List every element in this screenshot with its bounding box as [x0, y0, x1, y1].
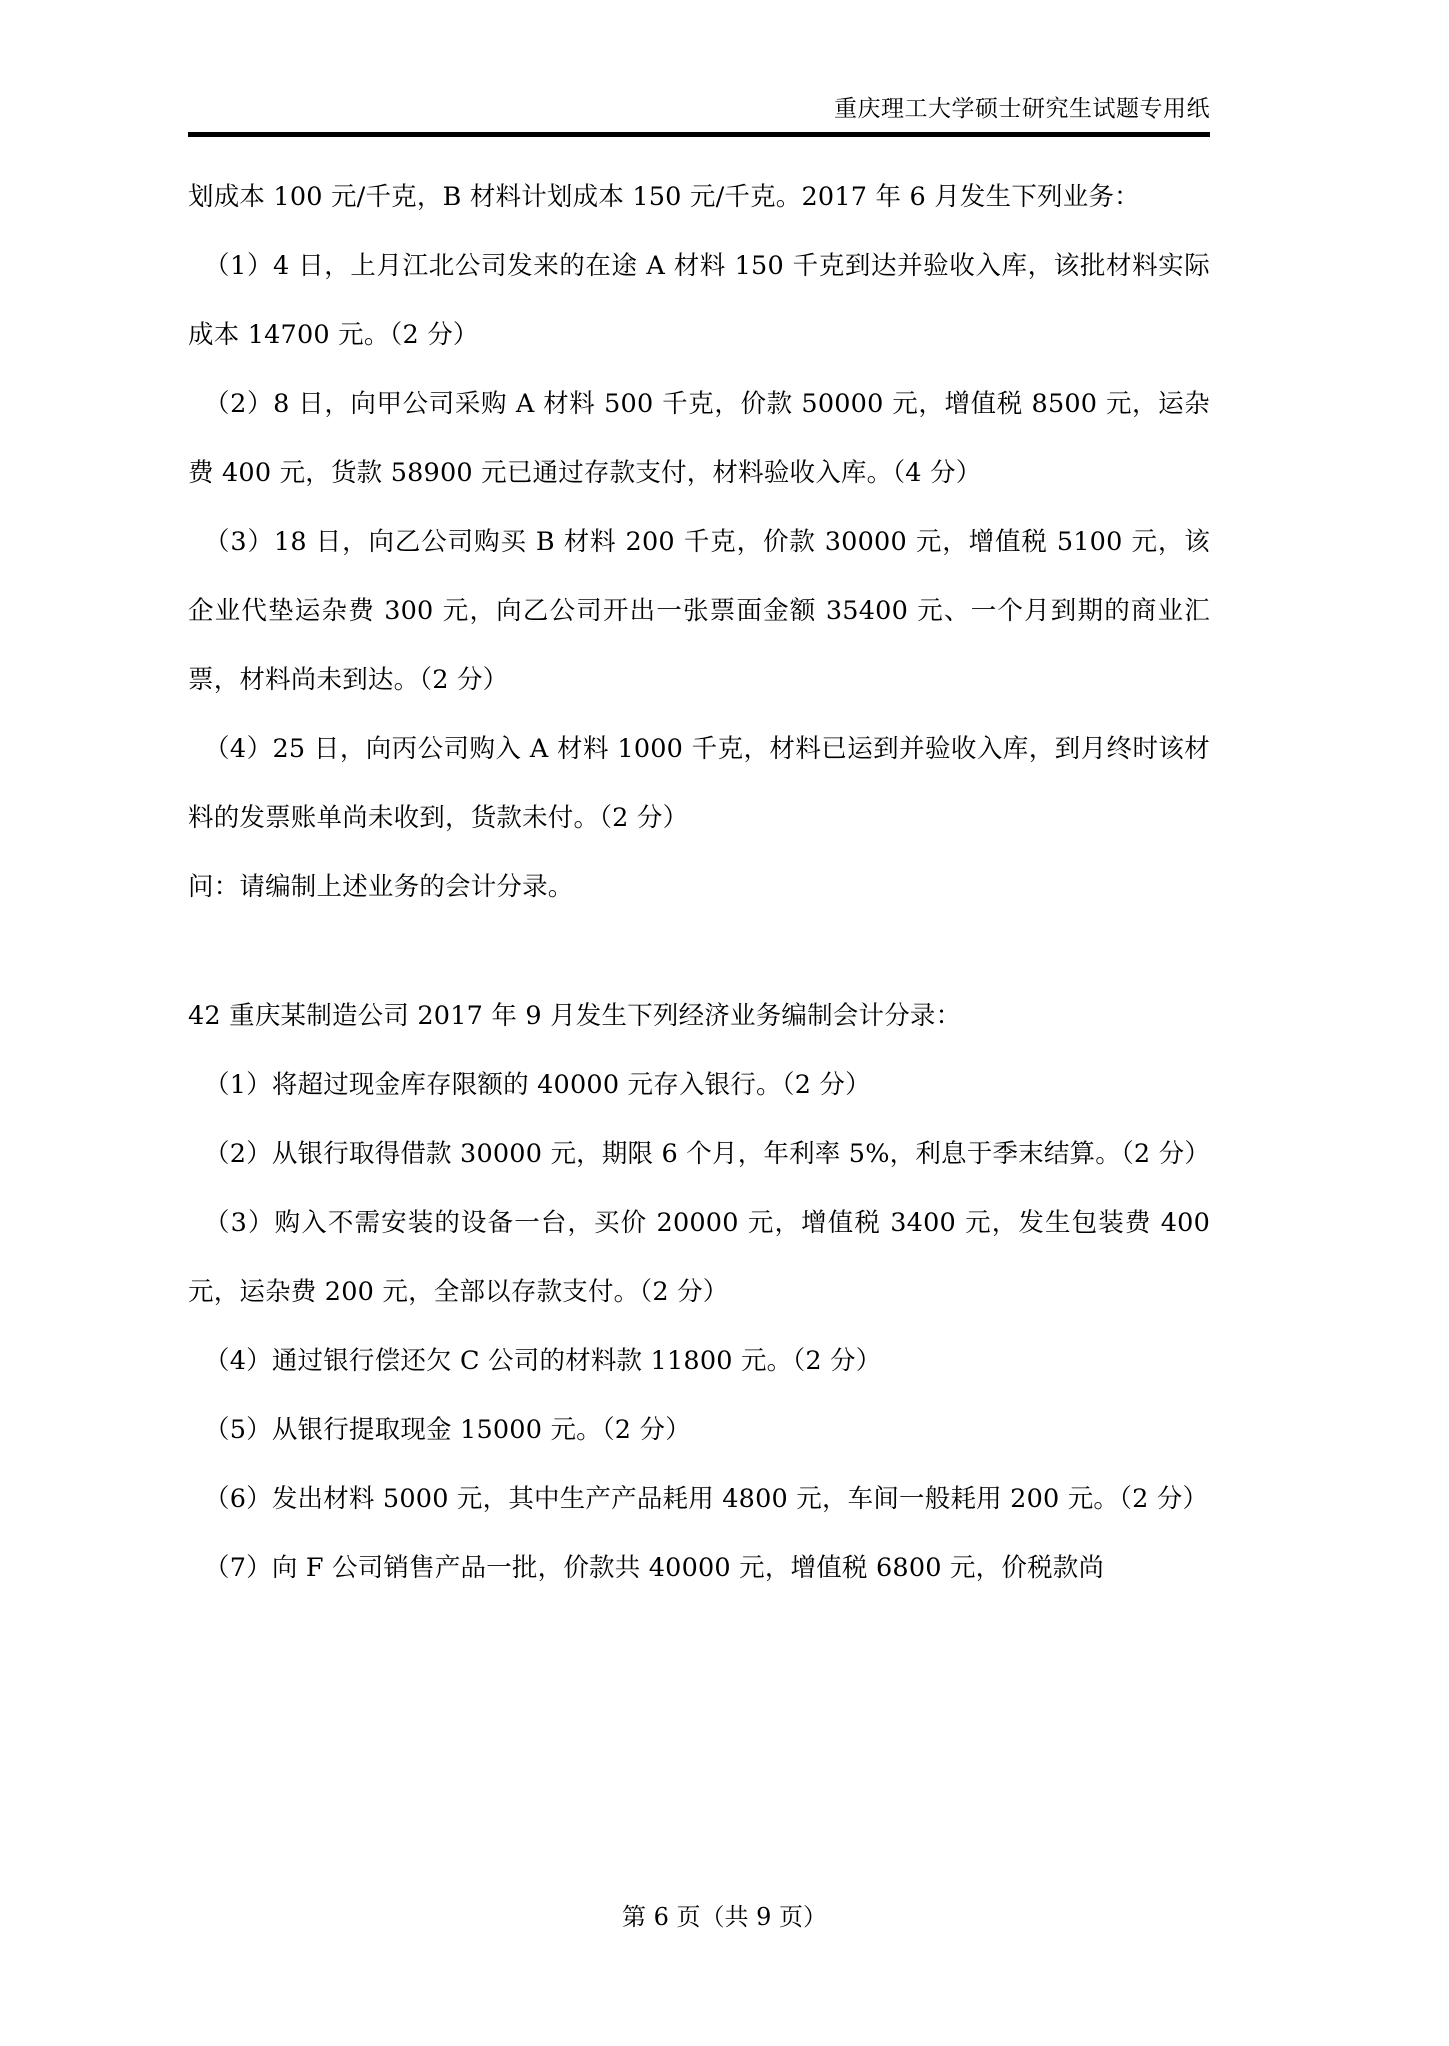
question-41-item-1: （1）4 日，上月江北公司发来的在途 A 材料 150 千克到达并验收入库，该批材料实际成本 14700 元。（2 分） — [188, 251, 1210, 350]
document-body — [188, 163, 1210, 1603]
question-42-item-6: （6）发出材料 5000 元，其中生产产品耗用 4800 元，车间一般耗用 200 元。（2 分） — [204, 1484, 1209, 1514]
question-42-item-7: （7）向 F 公司销售产品一批，价款共 40000 元，增值税 6800 元，价税款尚 — [204, 1553, 1105, 1583]
question-42-heading: 42 重庆某制造公司 2017 年 9 月发生下列经济业务编制会计分录： — [188, 1001, 962, 1031]
question-42-item-3: （3）购入不需安装的设备一台，买价 20000 元，增值税 3400 元，发生包装费 400 元，运杂费 200 元，全部以存款支付。（2 分） — [188, 1208, 1210, 1307]
question-41-intro-paragraph: 划成本 100 元/千克，B 材料计划成本 150 元/千克。2017 年 6 月发生下列业务： — [188, 182, 1140, 212]
question-42-item-1: （1）将超过现金库存限额的 40000 元存入银行。（2 分） — [204, 1070, 871, 1100]
header-rule-divider — [188, 132, 1210, 137]
section-spacer — [188, 922, 1210, 982]
question-41-item-2: （2）8 日，向甲公司采购 A 材料 500 千克，价款 50000 元，增值税 8500 元，运杂费 400 元，货款 58900 元已通过存款支付，材料验收入库。（4 分） — [188, 389, 1210, 488]
question-41-item-3: （3）18 日，向乙公司购买 B 材料 200 千克，价款 30000 元，增值税 5100 元，该企业代垫运杂费 300 元，向乙公司开出一张票面金额 35400 元、一个月到期的商业汇票，材料尚未到达。（2 分） — [188, 527, 1211, 695]
page-number-label: 第 6 页（共 9 页） — [621, 1903, 828, 1931]
page-header — [188, 92, 1210, 137]
question-41-item-4: （4）25 日，向丙公司购入 A 材料 1000 千克，材料已运到并验收入库，到月终时该材料的发票账单尚未收到，货款未付。（2 分） — [188, 734, 1210, 833]
header-title: 重庆理工大学硕士研究生试题专用纸 — [834, 96, 1210, 122]
question-42-item-2: （2）从银行取得借款 30000 元，期限 6 个月，年利率 5%，利息于季末结算。（2 分） — [204, 1139, 1211, 1169]
page-footer — [0, 1901, 1449, 1933]
question-42-item-4: （4）通过银行偿还欠 C 公司的材料款 11800 元。（2 分） — [204, 1346, 882, 1376]
question-42-item-5: （5）从银行提取现金 15000 元。（2 分） — [204, 1415, 691, 1445]
question-41-prompt: 问：请编制上述业务的会计分录。 — [188, 872, 574, 902]
